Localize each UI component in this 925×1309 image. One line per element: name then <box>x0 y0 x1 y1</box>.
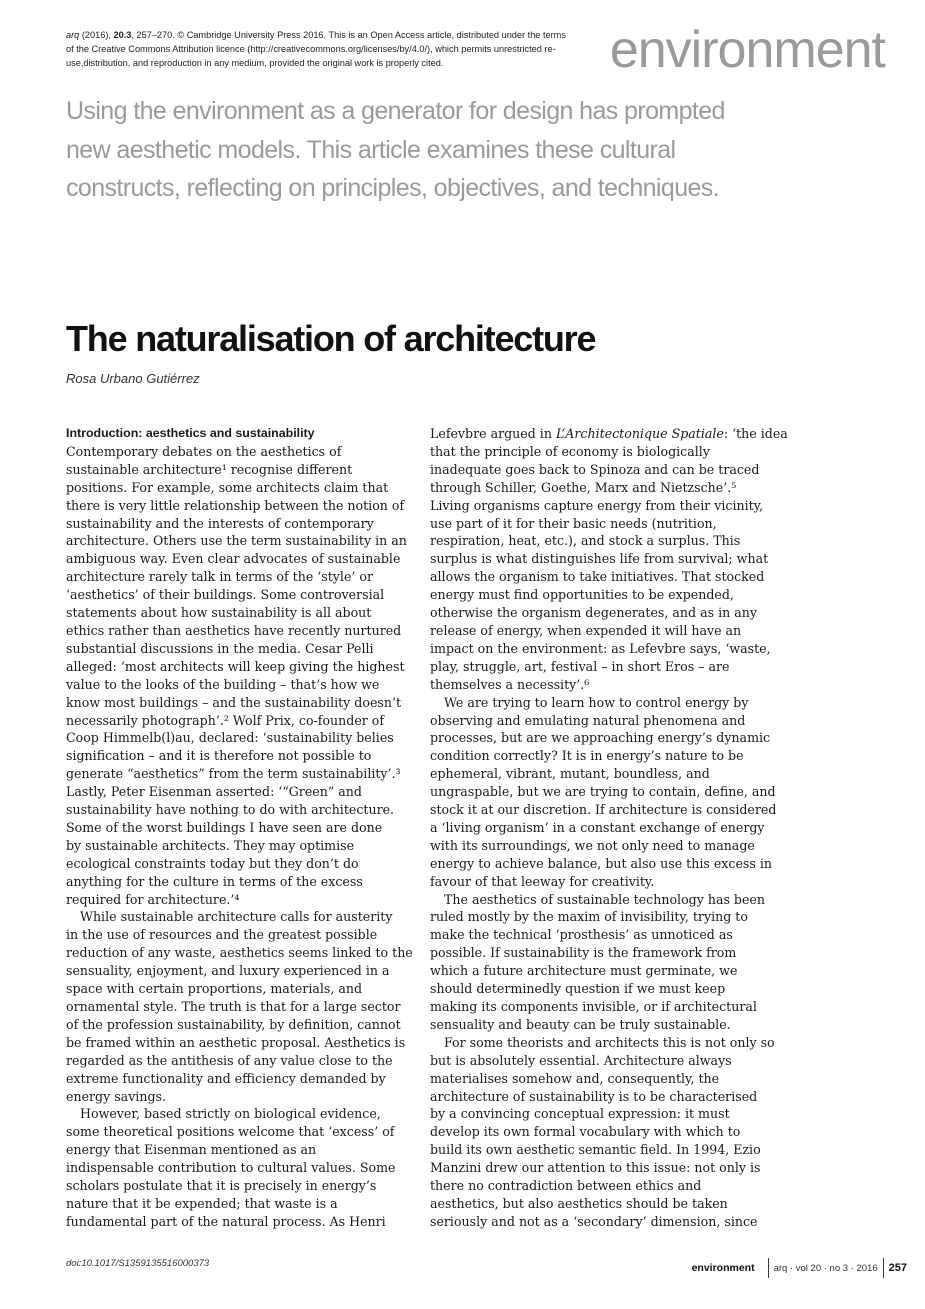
text-line: fundamental part of the natural process. As Henri <box>66 1213 386 1229</box>
text-line: of the profession sustainability, by definition, cannot <box>66 1016 401 1032</box>
text-line: However, based strictly on biological evidence, <box>80 1106 381 1122</box>
text-line: anything for the culture in terms of the excess <box>66 873 363 889</box>
text-line: through Schiller, Goethe, Marx and Nietzsche’.⁵ <box>430 479 737 495</box>
text-line: make the technical ‘prosthesis’ as unnoticed as <box>430 927 733 943</box>
license-notice <box>66 28 566 70</box>
author: Rosa Urbano Gutiérrez <box>66 371 200 386</box>
text-line: a ‘living organism’ in a constant exchange of energy <box>430 819 765 835</box>
text-line: For some theorists and architects this is not only so <box>444 1034 775 1050</box>
text-line: Contemporary debates on the aesthetics of <box>66 443 342 459</box>
text-line: While sustainable architecture calls for austerity <box>80 909 393 925</box>
text-line: substantial discussions in the media. Cesar Pelli <box>66 640 374 656</box>
text-line: respiration, heat, etc.), and stock a surplus. This <box>430 533 741 549</box>
text-line: themselves a necessity’.⁶ <box>430 676 590 692</box>
text-line: possible. If sustainability is the framework from <box>430 945 737 961</box>
text-line: release of energy, when expended it will have an <box>430 622 742 638</box>
text-line: ruled mostly by the maxim of invisibility, trying to <box>430 909 748 925</box>
text-line: alleged: ‘most architects will keep giving the highest <box>66 658 405 674</box>
text-line: architecture. Others use the term sustainability in an <box>66 533 407 549</box>
running-footer <box>692 1258 907 1278</box>
text-line: inadequate goes back to Spinoza and can be traced <box>430 461 760 477</box>
text-line: be framed within an aesthetic proposal. Aesthetics is <box>66 1034 406 1050</box>
text-line: Lastly, Peter Eisenman asserted: ‘“Green” and <box>66 784 362 800</box>
text-line: ecological constraints today but they don’t do <box>66 855 359 871</box>
text-span: Lefevbre argued in <box>430 426 556 441</box>
text-line: energy savings. <box>66 1088 166 1104</box>
text-line: materialises somehow and, consequently, the <box>430 1070 720 1086</box>
text-line: The aesthetics of sustainable technology has been <box>444 891 765 907</box>
text-line: favour of that leeway for creativity. <box>430 873 655 889</box>
divider <box>768 1258 769 1278</box>
book-title: L’Architectonique Spatiale <box>555 426 724 441</box>
text-line: indispensable contribution to cultural values. Some <box>66 1160 396 1176</box>
license-text: , 257–270. © Cambridge University Press 2016. This is an Open Access article, distributed under the terms of the Creative Commons Attribution licence (http://creativecommons.org/licenses/by/4.0/), which permits unrestricted re-use,distribution, and reproduction in any medium, provided the original work is properly cited. <box>66 30 566 68</box>
text-line: by a convincing conceptual expression: it must <box>430 1106 730 1122</box>
text-line: necessarily photograph’.² Wolf Prix, co-founder of <box>66 712 385 728</box>
text-line: value to the looks of the building – that’s how we <box>66 676 380 692</box>
text-line: know most buildings – and the sustainability doesn’t <box>66 694 402 710</box>
text-line: ephemeral, vibrant, mutant, boundless, and <box>430 766 710 782</box>
text-line: sustainability and the interests of contemporary <box>66 515 374 531</box>
text-line: architecture rarely talk in terms of the ‘style’ or <box>66 569 374 585</box>
text-line: required for architecture.’⁴ <box>66 891 240 907</box>
text-line: but is absolutely essential. Architecture always <box>430 1052 732 1068</box>
page-number: 257 <box>888 1262 907 1274</box>
text-line: Manzini drew our attention to this issue: not only is <box>430 1160 761 1176</box>
text-line: making its components invisible, or if architectural <box>430 999 757 1014</box>
section-label: environment <box>609 21 885 79</box>
text-line: scholars postulate that it is precisely in energy’s <box>66 1178 377 1194</box>
text-line: ornamental style. The truth is that for a large sector <box>66 999 401 1014</box>
text-line: ambiguous way. Even clear advocates of sustainable <box>66 551 401 567</box>
text-line: processes, but are we approaching energy’s dynamic <box>430 730 771 746</box>
text-span: : ‘the idea <box>723 426 788 441</box>
section-heading: Introduction: aesthetics and sustainability <box>66 426 315 440</box>
text-line: We are trying to learn how to control energy by <box>444 694 749 710</box>
text-line: ungraspable, but we are trying to contain, define, and <box>430 784 776 800</box>
text-line: use part of it for their basic needs (nutrition, <box>430 515 717 531</box>
text-line: Some of the worst buildings I have seen are done <box>66 819 383 835</box>
text-line: condition correctly? It is in energy’s nature to be <box>430 748 744 764</box>
text-line: build its own aesthetic semantic field. In 1994, Ezio <box>430 1142 761 1158</box>
text-line: signification – and it is therefore not possible to <box>66 748 372 764</box>
text-line: space with certain proportions, materials, and <box>66 981 363 997</box>
text-line: surplus is what distinguishes life from survival; what <box>430 551 769 567</box>
text-line: with its surroundings, we not only need to manage <box>430 837 755 853</box>
text-line: should determinedly question if we must keep <box>430 981 726 997</box>
text-line: ‘aesthetics’ of their buildings. Some controversial <box>66 587 385 603</box>
text-line <box>430 425 788 443</box>
text-line: architecture of sustainability is to be characterised <box>430 1088 758 1104</box>
text-line: sustainable architecture¹ recognise different <box>66 461 353 477</box>
text-line: stock it at our discretion. If architecture is considered <box>430 802 777 818</box>
text-line: energy that Eisenman mentioned as an <box>66 1142 317 1158</box>
text-line: nature that it be expended; that waste is a <box>66 1195 338 1211</box>
article-title: The naturalisation of architecture <box>66 318 596 359</box>
text-line: ethics rather than aesthetics have recently nurtured <box>66 622 402 638</box>
text-line: regarded as the antithesis of any value close to the <box>66 1052 393 1068</box>
text-line: some theoretical positions welcome that ‘excess’ of <box>66 1124 395 1140</box>
text-line: sensuality and beauty can be truly sustainable. <box>430 1016 731 1032</box>
text-line: which a future architecture must germinate, we <box>430 963 738 979</box>
text-line: Coop Himmelb(l)au, declared: ‘sustainability belies <box>66 730 394 746</box>
text-line: there no contradiction between ethics and <box>430 1178 702 1194</box>
text-line: energy must find opportunities to be expended, <box>430 587 734 603</box>
text-line: in the use of resources and the greatest possible <box>66 927 378 943</box>
standfirst: Using the environment as a generator for design has prompted new aesthetic models. This article examines these cultural constructs, reflecting on principles, objectives, and techniques. <box>66 97 725 202</box>
text-line: positions. For example, some architects claim that <box>66 479 389 495</box>
text-line: generate “aesthetics” from the term sustainability’.³ <box>66 766 401 782</box>
text-line: statements about how sustainability is all about <box>66 605 372 621</box>
text-line: extreme functionality and efficiency demanded by <box>66 1070 386 1086</box>
text-line: develop its own formal vocabulary with which to <box>430 1124 741 1140</box>
journal-name: arq <box>66 30 80 40</box>
text-line: by sustainable architects. They may optimise <box>66 837 355 853</box>
text-line: Living organisms capture energy from their vicinity, <box>430 497 764 513</box>
volume: 20.3 <box>113 30 132 40</box>
text-line: seriously and not as a ‘secondary’ dimension, since <box>430 1213 758 1229</box>
text-line: sensuality, enjoyment, and luxury experienced in a <box>66 963 390 979</box>
text-line: that the principle of economy is biologically <box>430 443 710 459</box>
text-line: allows the organism to take initiatives. That stocked <box>430 569 765 585</box>
column-right <box>430 425 788 1231</box>
issue-info: arq · vol 20 · no 3 · 2016 <box>773 1262 878 1274</box>
text-line: energy to achieve balance, but also use this excess in <box>430 855 772 871</box>
license-year: (2016), <box>79 30 114 40</box>
text-line: play, struggle, art, festival – in short Eros – are <box>430 658 730 674</box>
footer-section: environment <box>691 1262 755 1274</box>
text-line: there is very little relationship between the notion of <box>66 497 405 513</box>
text-line: sustainability have nothing to do with architecture. <box>66 802 395 818</box>
text-line: impact on the environment: as Lefevbre says, ‘waste, <box>430 640 771 656</box>
divider <box>883 1258 884 1278</box>
column-left <box>66 425 411 1231</box>
text-line: otherwise the organism degenerates, and as in any <box>430 605 757 621</box>
doi: doi:10.1017/S1359135516000373 <box>66 1258 210 1269</box>
text-line: observing and emulating natural phenomena and <box>430 712 746 728</box>
text-line: aesthetics, but also aesthetics should be taken <box>430 1195 728 1211</box>
text-line: reduction of any waste, aesthetics seems linked to the <box>66 945 413 961</box>
